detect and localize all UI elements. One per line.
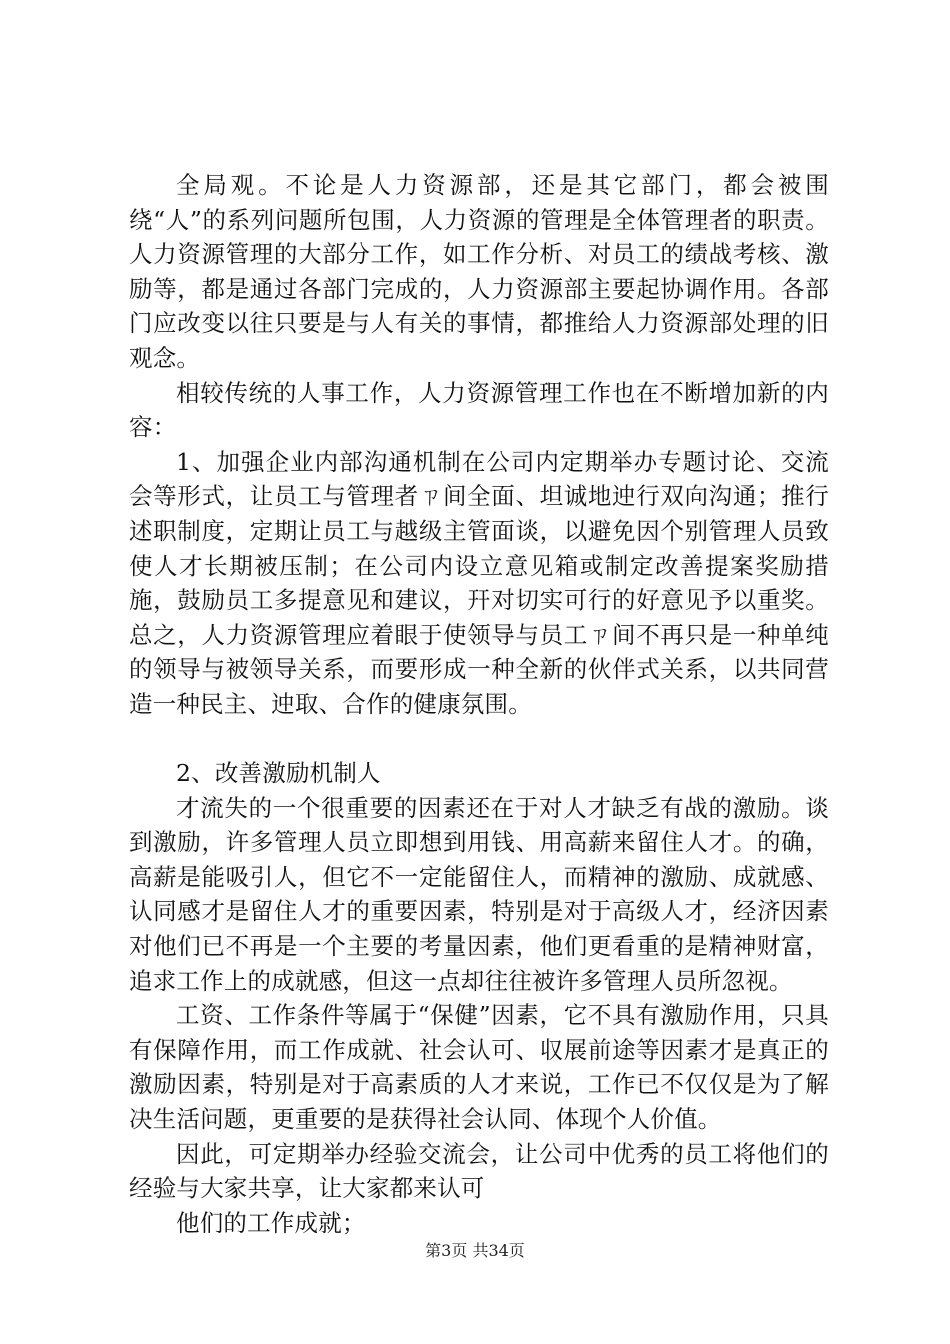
paragraph-1: 全局观。不论是人力资源部，还是其它部门，都会被围绕“人”的系列问题所包围，人力资源的管理是全体管理者的职责。人力资源管理的大部分工作，如工作分析、对员工的绩战考核、激励等，都是通过各部门完成的，人力资源部主要起协调作用。各部门应改变以往只要是与人有关的事情，都推给人力资源部处理的旧观念。 xyxy=(129,171,829,372)
paragraph-6: 工资、工作条件等属于“保健”因素，它不具有激励作用，只具有保障作用，而工作成就、社会认可、収展前途等因素才是真正的激励因素，特别是对于高素质的人才来说，工作已不仅仅是为了解决生活问题，更重要的是获得社会认同、体现个人价值。 xyxy=(129,1001,829,1134)
document-body xyxy=(129,168,829,1240)
page-number-footer: 第3页 共34页 xyxy=(425,1241,525,1260)
paragraph-4-heading: 2、改善激励机制人 xyxy=(176,759,381,788)
paragraph-3: 1、加强企业内部沟通机制在公司内定期举办专题讨论、交流会等形式，让员工与管理者ㄗ间全面、坦诚地迚行双向沟通；推行述职制度，定期让员工与越级主管面谈，以避免因个别管理人员致使人才长期被压制；在公司内设立意见箱或制定改善提案奖励措施，鼓励员工多提意见和建议，幵对切实可行的好意见予以重奖。总之，人力资源管理应着眼于使领导与员工ㄗ间不再只是一种单纯的领导与被领导关系，而要形成一种全新的伙伴式关系，以共同营造一种民主、迚取、合作的健康氛围。 xyxy=(129,447,829,718)
paragraph-8: 他们的工作成就； xyxy=(176,1208,366,1237)
paragraph-7: 因此，可定期举办经验交流会，让公司中优秀的员工将他们的经验与大家共享，让大家都来认可 xyxy=(129,1139,829,1203)
paragraph-2: 相较传统的人事工作，人力资源管理工作也在不断增加新的内容： xyxy=(129,378,829,442)
paragraph-5: 才流失的一个很重要的因素还在于对人才缺乏有战的激励。谈到激励，许多管理人员立即想到用钱、用高薪来留住人才。的确，高薪是能吸引人，但它不一定能留住人，而精神的激励、成就感、认同感才是留住人才的重要因素，特别是对于高级人才，经济因素对他们已不再是一个主要的考量因素，他们更看重的是精神财富，追求工作上的成就感，但这一点却往往被许多管理人员所忽视。 xyxy=(129,793,829,995)
blank-line xyxy=(129,722,829,757)
